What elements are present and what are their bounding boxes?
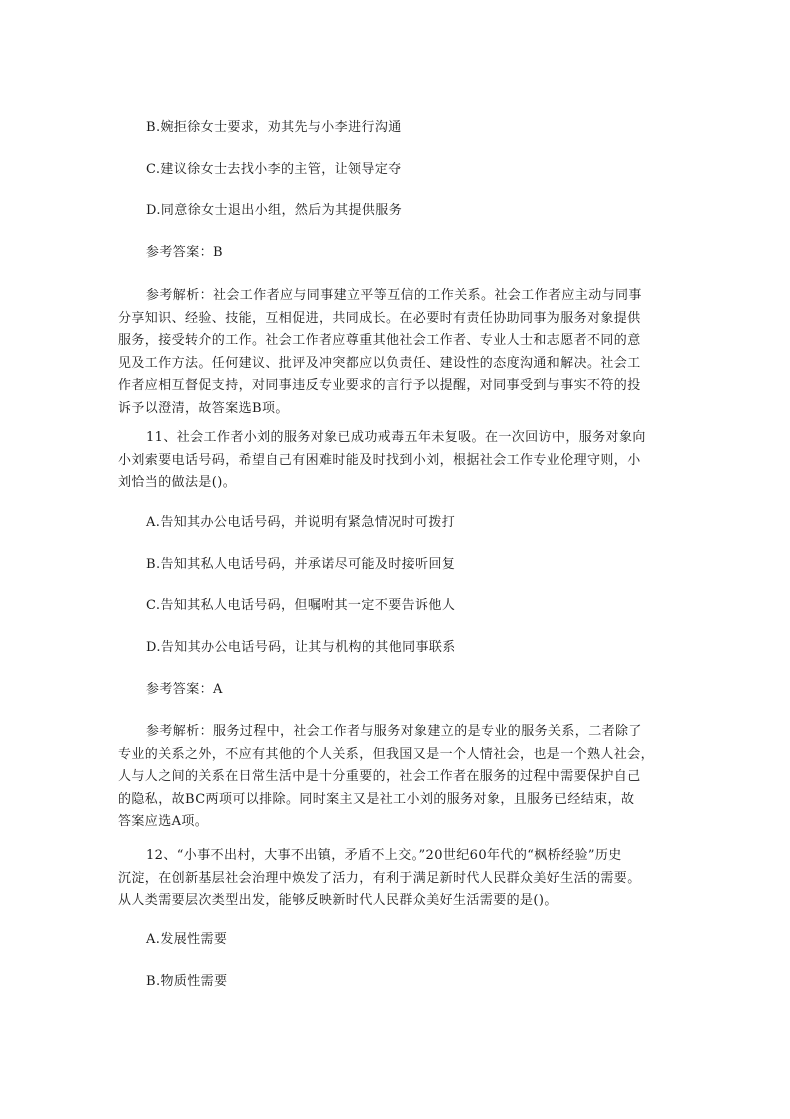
q11-analysis-line: 答案应选A项。 xyxy=(118,814,209,829)
q12-question-line: 从人类需要层次类型出发，能够反映新时代人民群众美好生活需要的是()。 xyxy=(118,893,558,908)
q11-question-line: 11、社会工作者小刘的服务对象已成功戒毒五年未复吸。在一次回访中，服务对象向 xyxy=(146,430,646,445)
q10-analysis-line: 见及工作方法。任何建议、批评及冲突都应以负责任、建设性的态度沟通和解决。社会工 xyxy=(118,355,641,371)
q11-analysis-line: 参考解析：服务过程中，社会工作者与服务对象建立的是专业的服务关系，二者除了 xyxy=(146,724,642,739)
q12-question-line: 12、“小事不出村，大事不出镇，矛盾不上交。”20世纪60年代的“枫桥经验”历史 xyxy=(146,848,622,863)
q10-option-d: D.同意徐女士退出小组，然后为其提供服务 xyxy=(146,203,403,218)
q11-option-c: C.告知其私人电话号码，但嘱咐其一定不要告诉他人 xyxy=(146,598,456,613)
q10-option-c: C.建议徐女士去找小李的主管，让领导定夺 xyxy=(146,162,402,177)
q10-analysis-line: 分享知识、经验、技能，互相促进，共同成长。在必要时有责任协助同事为服务对象提供 xyxy=(118,310,641,326)
q10-analysis-line: 诉予以澄清，故答案选B项。 xyxy=(118,400,289,416)
q11-option-d: D.告知其办公电话号码，让其与机构的其他同事联系 xyxy=(146,640,456,655)
q10-answer: 参考答案：B xyxy=(146,245,223,260)
q12-option-a: A.发展性需要 xyxy=(146,932,228,947)
q11-analysis xyxy=(118,721,673,834)
q12-question xyxy=(118,845,673,913)
q11-option-a: A.告知其办公电话号码，并说明有紧急情况时可拨打 xyxy=(146,515,456,530)
q11-question xyxy=(118,427,673,495)
q11-analysis-line: 专业的关系之外，不应有其他的个人关系，但我国又是一个人情社会，也是一个熟人社会， xyxy=(118,746,655,762)
q10-analysis-line: 作者应相互督促支持，对同事违反专业要求的言行予以提醒，对同事受到与事实不符的投 xyxy=(118,378,641,393)
q12-option-b: B.物质性需要 xyxy=(146,974,228,989)
q10-option-b: B.婉拒徐女士要求，劝其先与小李进行沟通 xyxy=(146,120,402,135)
q10-analysis-line: 服务，接受转介的工作。社会工作者应尊重其他社会工作者、专业人士和志愿者不同的意 xyxy=(118,333,641,348)
q12-question-line: 沉淀，在创新基层社会治理中焕发了活力，有利于满足新时代人民群众美好生活的需要。 xyxy=(118,870,641,886)
q11-analysis-line: 的隐私，故BC两项可以排除。同时案主又是社工小刘的服务对象，且服务已经结束，故 xyxy=(118,791,635,807)
q11-question-line: 刘恰当的做法是()。 xyxy=(118,475,237,490)
q11-option-b: B.告知其私人电话号码，并承诺尽可能及时接听回复 xyxy=(146,557,456,572)
q11-analysis-line: 人与人之间的关系在日常生活中是十分重要的，社会工作者在服务的过程中需要保护自己 xyxy=(118,769,641,784)
q11-question-line: 小刘索要电话号码，希望自己有困难时能及时找到小刘，根据社会工作专业伦理守则，小 xyxy=(118,452,641,468)
q11-answer: 参考答案：A xyxy=(146,682,223,697)
q10-analysis xyxy=(118,285,673,420)
q10-analysis-line: 参考解析：社会工作者应与同事建立平等互信的工作关系。社会工作者应主动与同事 xyxy=(146,288,642,303)
